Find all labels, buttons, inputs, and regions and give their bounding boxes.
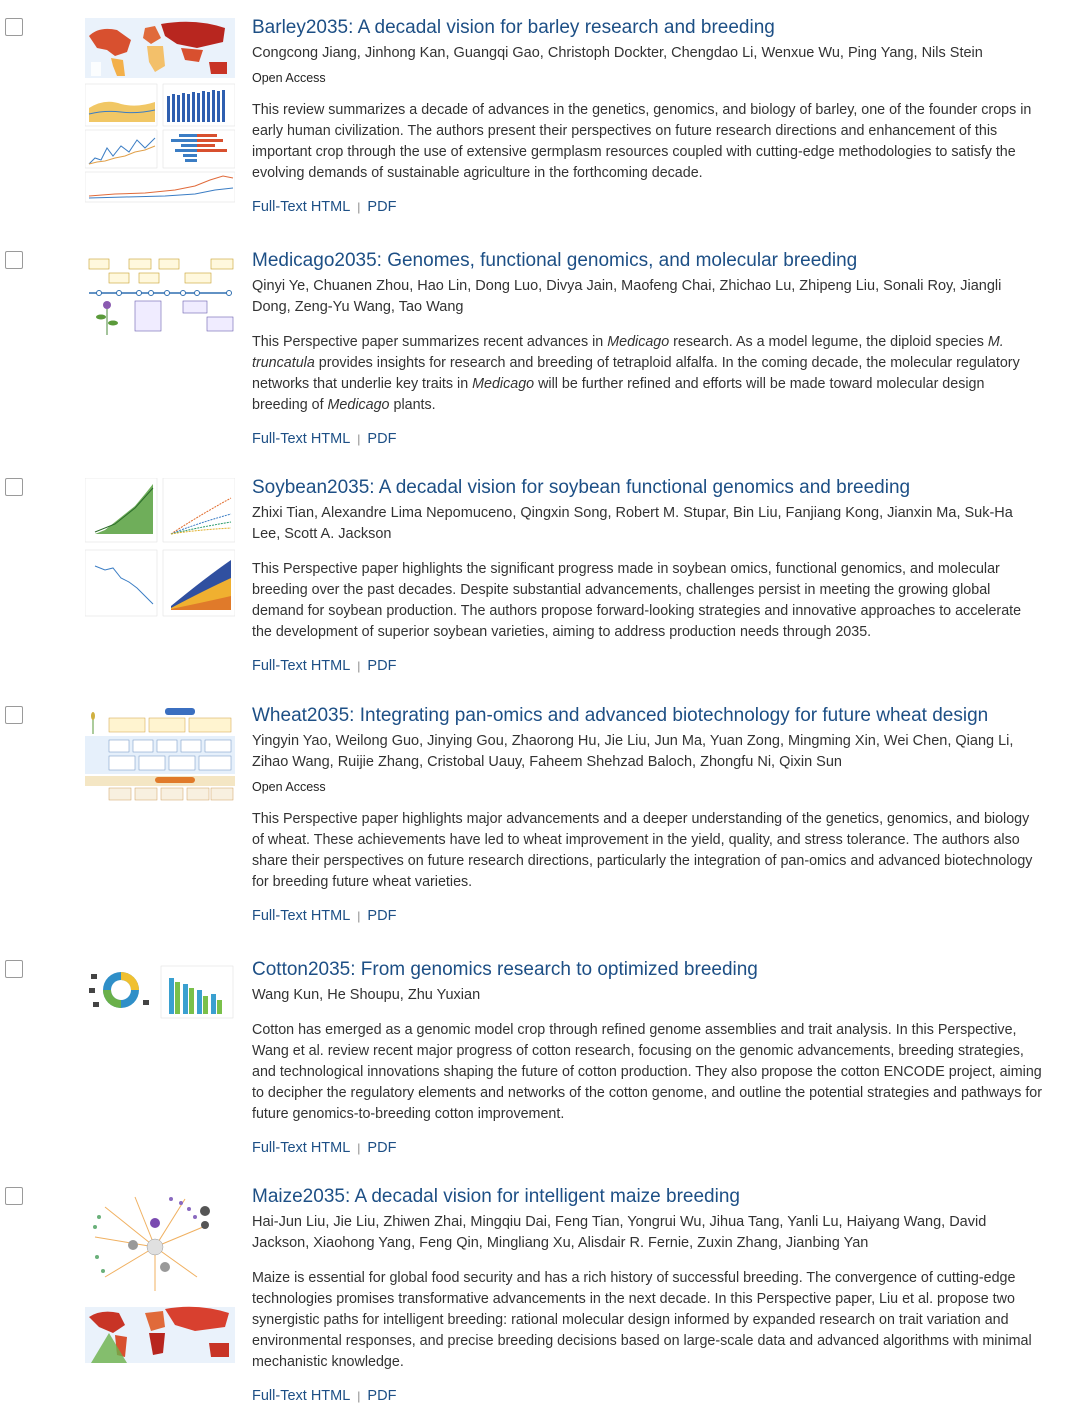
abstract-text: This Perspective paper summarizes recent advances in — [252, 334, 608, 350]
italic-term: M. truncatula — [252, 334, 1004, 371]
pdf-link[interactable]: PDF — [367, 908, 397, 924]
article-authors: Hai-Jun Liu, Jie Liu, Zhiwen Zhai, Mingqiu Dai, Feng Tian, Yongrui Wu, Jihua Tang, Yanli Lu, Haiyang Wang, David Jackson, Xiaohong Yang, Feng Qin, Mingliang Xu, Alisdair R. Fernie, Zuxin Zhang, Jianbing Yan — [252, 1214, 987, 1251]
article-authors: Wang Kun, He Shoupu, Zhu Yuxian — [252, 987, 481, 1003]
article-abstract — [252, 332, 1042, 416]
link-separator: | — [357, 200, 361, 214]
pdf-link[interactable]: PDF — [367, 1388, 397, 1404]
open-access-label: Open Access — [252, 71, 326, 85]
abstract-text: plants. — [389, 397, 436, 413]
article-links — [252, 1386, 1042, 1406]
abstract-text: Cotton has emerged as a genomic model crop through refined genome assemblies and trait analysis. In this Perspective, Wang et al. review recent major progress of cotton research, focusing on the genomic advancements, breeding strategies, and technological innovations shaping the future of cotton production. They also propose the cotton ENCODE project, aiming to decipher the regulatory elements and networks of the cotton genome, and outline the potential strategies and pathways for future genomics-to-breeding cotton improvement. — [252, 1022, 1043, 1122]
article-authors: Zhixi Tian, Alexandre Lima Nepomuceno, Qingxin Song, Robert M. Stupar, Bin Liu, Fanjiang Kong, Jianxin Ma, Suk-Ha Lee, Scott A. Jackson — [252, 505, 1013, 542]
link-separator: | — [357, 432, 361, 446]
link-separator: | — [357, 909, 361, 923]
abstract-text: This Perspective paper highlights the significant progress made in soybean omics, functional genomics, and molecular breeding over the past decades. Despite substantial advancements, challenges persist in meeting the growing global demand for soybean production. The authors propose forward-looking strategies and innovative approaches to accelerate the development of superior soybean varieties, aiming to address production needs through 2035. — [252, 561, 1022, 640]
select-checkbox[interactable] — [5, 251, 23, 269]
full-text-html-link[interactable]: Full-Text HTML — [252, 1140, 351, 1156]
article-links — [252, 1138, 1042, 1158]
graphical-abstract-thumbnail[interactable] — [85, 251, 235, 339]
article-links — [252, 906, 1042, 926]
article-abstract — [252, 809, 1042, 893]
abstract-text: research. As a model legume, the diploid species — [669, 334, 988, 350]
select-checkbox[interactable] — [5, 1187, 23, 1205]
abstract-text: will be further refined and efforts will be made toward molecular design breeding of — [252, 376, 985, 413]
select-checkbox[interactable] — [5, 478, 23, 496]
link-separator: | — [357, 659, 361, 673]
article-title-link[interactable]: Cotton2035: From genomics research to optimized breeding — [252, 959, 758, 980]
abstract-text: Maize is essential for global food security and has a rich history of successful breeding. The convergence of cutting-edge technologies promises transformative advancements in the next decade. In this Perspective paper, Liu et al. propose two synergistic paths for intelligent breeding: rational molecular design informed by expanded research on trait variation and environmental responses, and precise breeding decisions based on large-scale data and advanced algorithms with minimal mechanistic knowledge. — [252, 1270, 1032, 1370]
full-text-html-link[interactable]: Full-Text HTML — [252, 1388, 351, 1404]
abstract-text: provides insights for research and breeding of tetraploid alfalfa. In the coming decade, the molecular regulatory networks that underlie key traits in — [252, 355, 1020, 392]
select-checkbox[interactable] — [5, 18, 23, 36]
article-authors: Yingyin Yao, Weilong Guo, Jinying Gou, Zhaorong Hu, Jie Liu, Jun Ma, Yuan Zong, Mingming Xin, Wei Chen, Qiang Li, Zihao Wang, Ruijie Zhang, Cristobal Uauy, Faheem Shehzad Baloch, Zhongfu Ni, Qixin Sun — [252, 733, 1014, 770]
article-links — [252, 429, 1042, 449]
graphical-abstract-thumbnail[interactable] — [85, 960, 235, 1030]
article-title-link[interactable]: Barley2035: A decadal vision for barley research and breeding — [252, 17, 775, 38]
article-authors: Qinyi Ye, Chuanen Zhou, Hao Lin, Dong Luo, Divya Jain, Maofeng Chai, Zhichao Lu, Zhipeng Liu, Sonali Roy, Jiangli Dong, Zeng-Yu Wang, Tao Wang — [252, 278, 1002, 315]
italic-term: Medicago — [327, 397, 390, 413]
pdf-link[interactable]: PDF — [367, 1140, 397, 1156]
full-text-html-link[interactable]: Full-Text HTML — [252, 658, 351, 674]
article-abstract — [252, 1020, 1042, 1125]
article-title-link[interactable]: Maize2035: A decadal vision for intelligent maize breeding — [252, 1186, 740, 1207]
pdf-link[interactable]: PDF — [367, 199, 397, 215]
article-links — [252, 197, 1042, 217]
select-checkbox[interactable] — [5, 706, 23, 724]
link-separator: | — [357, 1141, 361, 1155]
graphical-abstract-thumbnail[interactable] — [85, 18, 235, 203]
article-links — [252, 656, 1042, 676]
abstract-text: This Perspective paper highlights major advancements and a deeper understanding of the genetics, genomics, and biology of wheat. These achievements have led to wheat improvement in the yield, quality, and stress tolerance. The authors also share their perspectives on future research directions, particularly the integration of pan-omics and advanced biotechnology for breeding future wheat varieties. — [252, 811, 1033, 890]
article-title-link[interactable]: Wheat2035: Integrating pan-omics and advanced biotechnology for future wheat design — [252, 705, 989, 726]
graphical-abstract-thumbnail[interactable] — [85, 706, 235, 804]
full-text-html-link[interactable]: Full-Text HTML — [252, 908, 351, 924]
article-title-link[interactable]: Medicago2035: Genomes, functional genomics, and molecular breeding — [252, 250, 858, 271]
italic-term: Medicago — [607, 334, 670, 350]
graphical-abstract-thumbnail[interactable] — [85, 1187, 235, 1367]
abstract-text: This review summarizes a decade of advances in the genetics, genomics, and biology of barley, one of the founder crops in early human civilization. The authors present their perspectives on future research directions and enhancement of this important crop through the use of extensive germplasm resources coupled with cutting-edge methodologies to satisfy the evolving demands of sustainable agriculture in the forthcoming decade. — [252, 102, 1032, 181]
article-abstract — [252, 100, 1042, 184]
pdf-link[interactable]: PDF — [367, 431, 397, 447]
italic-term: Medicago — [472, 376, 535, 392]
link-separator: | — [357, 1389, 361, 1403]
full-text-html-link[interactable]: Full-Text HTML — [252, 199, 351, 215]
article-authors: Congcong Jiang, Jinhong Kan, Guangqi Gao, Christoph Dockter, Chengdao Li, Wenxue Wu, Ping Yang, Nils Stein — [252, 45, 983, 61]
article-title-link[interactable]: Soybean2035: A decadal vision for soybean functional genomics and breeding — [252, 477, 911, 498]
pdf-link[interactable]: PDF — [367, 658, 397, 674]
article-abstract — [252, 1268, 1042, 1373]
article-abstract — [252, 559, 1042, 643]
graphical-abstract-thumbnail[interactable] — [85, 478, 235, 618]
open-access-label: Open Access — [252, 780, 326, 794]
full-text-html-link[interactable]: Full-Text HTML — [252, 431, 351, 447]
select-checkbox[interactable] — [5, 960, 23, 978]
